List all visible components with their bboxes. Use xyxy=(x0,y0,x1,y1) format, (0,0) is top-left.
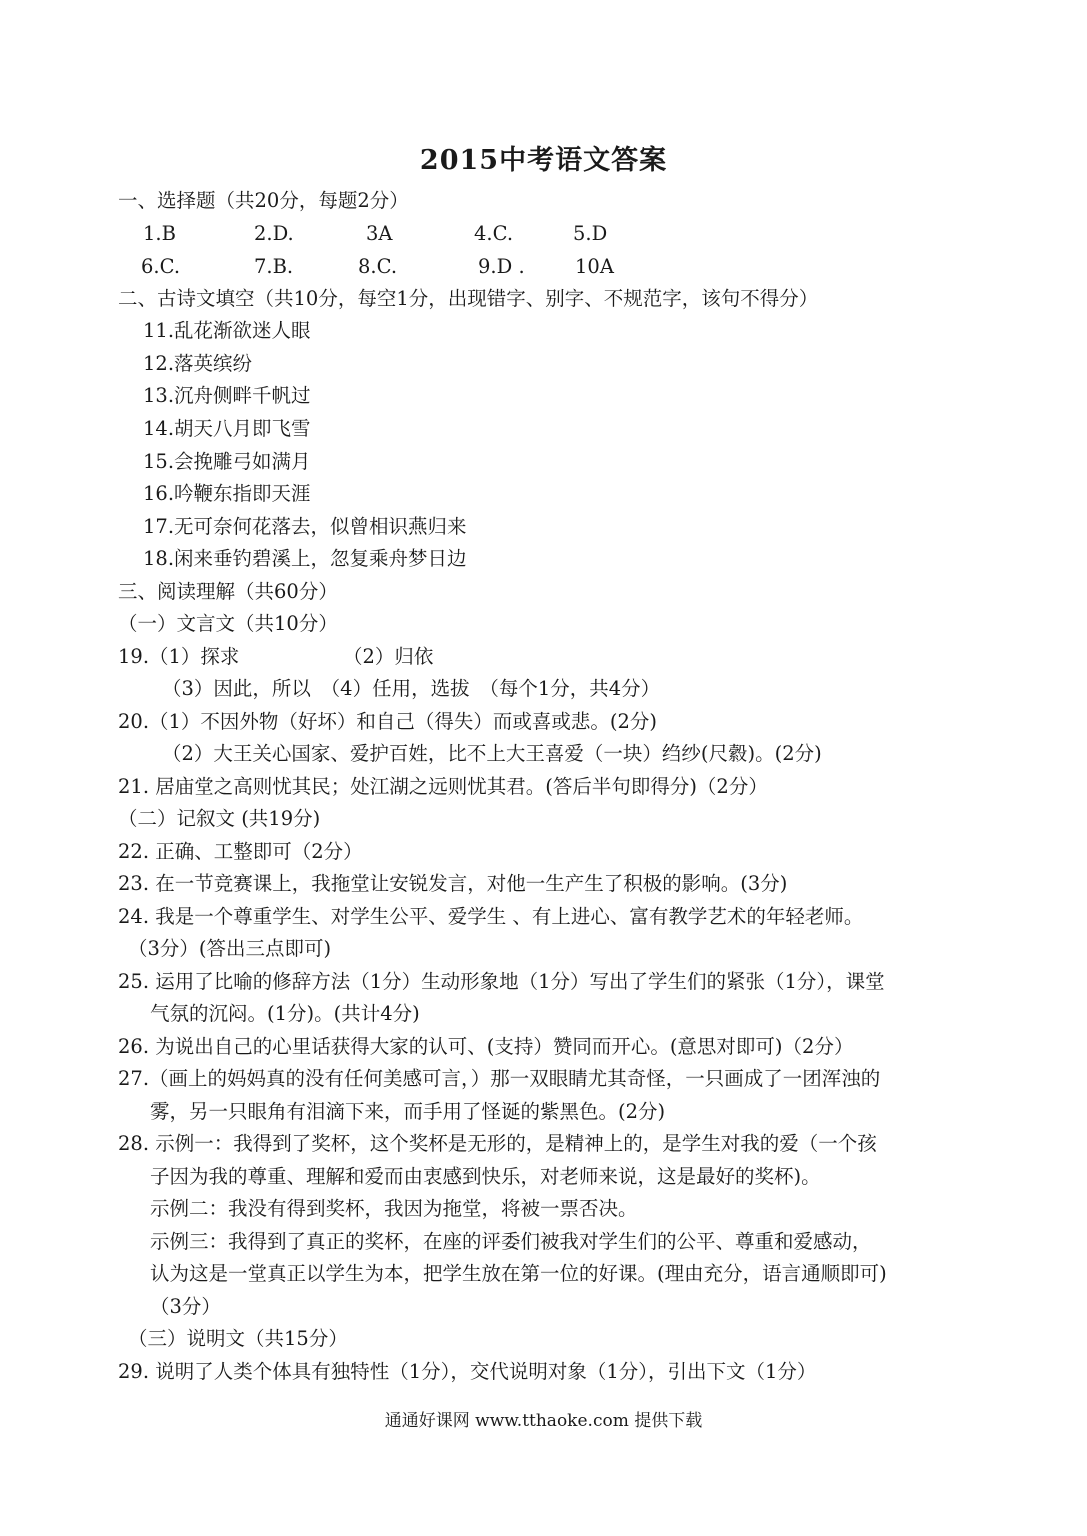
mc-answer: 3A xyxy=(366,222,393,245)
answer-line: 19.（1）探求 xyxy=(118,645,240,668)
answer-line: 20.（1）不因外物（好坏）和自己（得失）而或喜或悲。(2分) xyxy=(118,710,658,733)
section-heading: 二、古诗文填空（共10分，每空1分，出现错字、别字、不规范字，该句不得分） xyxy=(118,287,819,310)
answer-line: 27.（画上的妈妈真的没有任何美感可言，）那一双眼睛尤其奇怪，一只画成了一团浑浊的 xyxy=(118,1067,881,1090)
mc-answer: 10A xyxy=(575,255,614,278)
footer-credit: 通通好课网 www.tthaoke.com 提供下载 xyxy=(384,1411,703,1431)
answer-line: 雾，另一只眼角有泪滴下来，而手用了怪诞的紫黑色。(2分) xyxy=(150,1100,666,1123)
poem-answer: 18.闲来垂钓碧溪上，忽复乘舟梦日边 xyxy=(143,547,467,570)
section-heading: 三、阅读理解（共60分） xyxy=(118,580,338,603)
subsection-heading: （三）说明文（共15分） xyxy=(128,1327,348,1350)
answer-line: 气氛的沉闷。(1分)。(共计4分) xyxy=(150,1002,420,1025)
answer-line: （2）归依 xyxy=(343,645,434,668)
section-heading: 一、选择题（共20分，每题2分） xyxy=(118,189,409,212)
poem-answer: 17.无可奈何花落去，似曾相识燕归来 xyxy=(143,515,467,538)
mc-answer: 2.D. xyxy=(254,222,294,245)
answer-line: （2）大王关心国家、爱护百姓，比不上大王喜爱（一块）绉纱(尺縠)。(2分) xyxy=(162,742,822,765)
mc-answer: 5.D xyxy=(573,222,608,245)
page-title: 2015中考语文答案 xyxy=(419,145,668,176)
poem-answer: 15.会挽雕弓如满月 xyxy=(143,450,311,473)
mc-answer: 6.C. xyxy=(141,255,181,278)
mc-answer: 9.D . xyxy=(478,255,525,278)
answer-line: （3）因此，所以 （4）任用，选拔 （每个1分，共4分） xyxy=(162,677,661,700)
answer-line: 28. 示例一：我得到了奖杯，这个奖杯是无形的，是精神上的，是学生对我的爱（一个孩 xyxy=(118,1132,877,1155)
answer-line: 示例三：我得到了真正的奖杯，在座的评委们被我对学生们的公平、尊重和爱感动， xyxy=(150,1230,872,1253)
answer-line: 22. 正确、工整即可（2分） xyxy=(118,840,363,863)
subsection-heading: （二）记叙文 (共19分) xyxy=(118,807,321,830)
poem-answer: 11.乱花渐欲迷人眼 xyxy=(143,319,311,342)
mc-answer: 4.C. xyxy=(474,222,514,245)
answer-line: （3分）(答出三点即可) xyxy=(128,937,332,960)
mc-answer: 1.B xyxy=(143,222,176,245)
poem-answer: 13.沉舟侧畔千帆过 xyxy=(143,384,311,407)
answer-line: 29. 说明了人类个体具有独特性（1分），交代说明对象（1分），引出下文（1分） xyxy=(118,1360,817,1383)
answer-line: 示例二：我没有得到奖杯，我因为拖堂，将被一票否决。 xyxy=(150,1197,638,1220)
answer-line: 子因为我的尊重、理解和爱而由衷感到快乐，对老师来说，这是最好的奖杯)。 xyxy=(150,1165,821,1188)
answer-line: 认为这是一堂真正以学生为本，把学生放在第一位的好课。(理由充分，语言通顺即可) xyxy=(150,1262,887,1285)
poem-answer: 16.吟鞭东指即天涯 xyxy=(143,482,311,505)
answer-line: 25. 运用了比喻的修辞方法（1分）生动形象地（1分）写出了学生们的紧张（1分），课堂 xyxy=(118,970,885,993)
subsection-heading: （一）文言文（共10分） xyxy=(118,612,338,635)
answer-line: 21. 居庙堂之高则忧其民；处江湖之远则忧其君。(答后半句即得分)（2分） xyxy=(118,775,768,798)
poem-answer: 12.落英缤纷 xyxy=(143,352,253,375)
poem-answer: 14.胡天八月即飞雪 xyxy=(143,417,311,440)
answer-line: 24. 我是一个尊重学生、对学生公平、爱学生 、有上进心、富有教学艺术的年轻老师。 xyxy=(118,905,864,928)
mc-answer: 7.B. xyxy=(254,255,294,278)
answer-line: （3分） xyxy=(150,1295,221,1318)
mc-answer: 8.C. xyxy=(358,255,398,278)
answer-line: 23. 在一节竞赛课上，我拖堂让安锐发言，对他一生产生了积极的影响。(3分) xyxy=(118,872,788,895)
answer-line: 26. 为说出自己的心里话获得大家的认可、(支持）赞同而开心。(意思对即可)（2分） xyxy=(118,1035,854,1058)
